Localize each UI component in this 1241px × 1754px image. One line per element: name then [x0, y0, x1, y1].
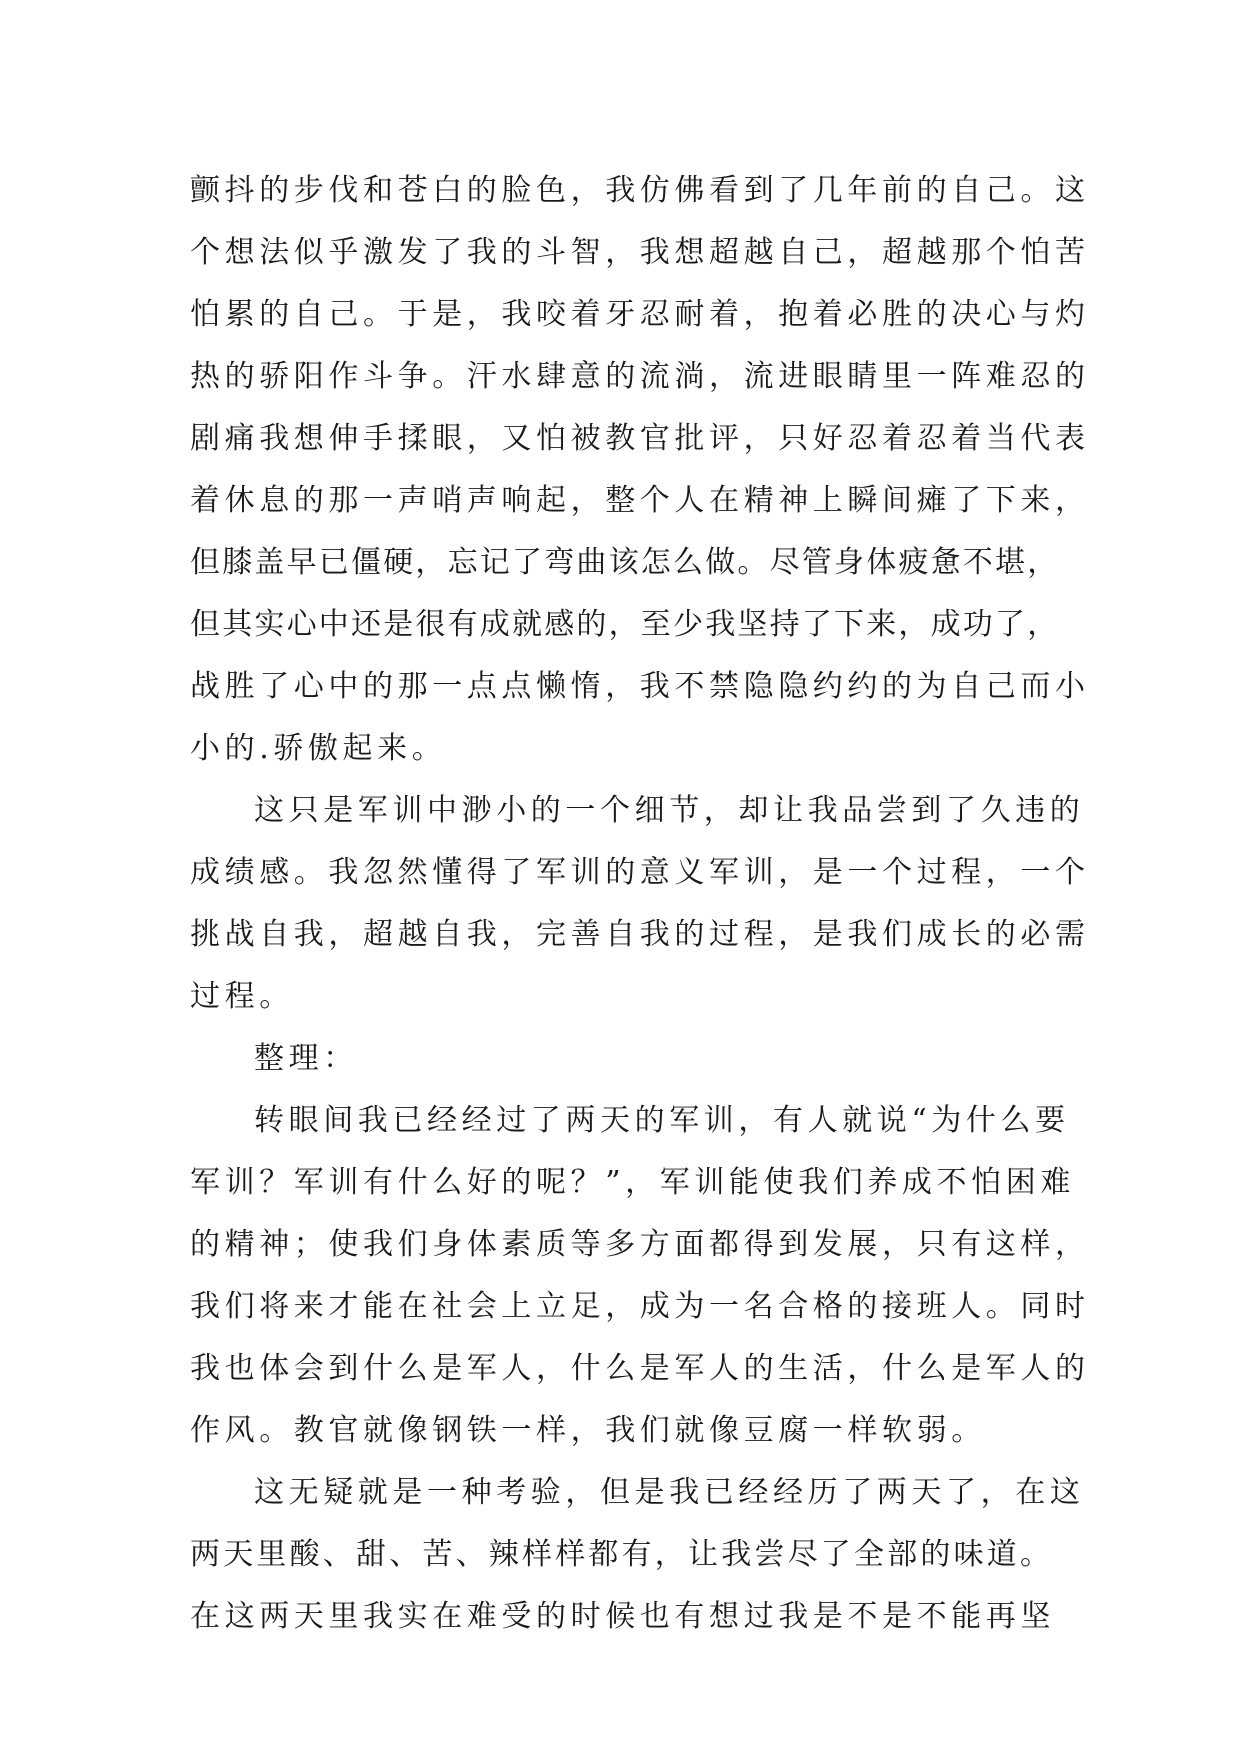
text-line: 着休息的那一声哨声响起，整个人在精神上瞬间瘫了下来， — [190, 483, 1090, 518]
text-line: 成绩感。我忽然懂得了军训的意义军训，是一个过程，一个 — [190, 855, 1090, 890]
text-line: 但其实心中还是很有成就感的，至少我坚持了下来，成功了， — [190, 607, 1060, 642]
text-line: 军训？军训有什么好的呢？”，军训能使我们养成不怕困难 — [190, 1165, 1075, 1200]
text-line: 挑战自我，超越自我，完善自我的过程，是我们成长的必需 — [190, 917, 1090, 952]
text-line: 的精神；使我们身体素质等多方面都得到发展，只有这样， — [190, 1227, 1090, 1262]
text-line: 过程。 — [190, 979, 294, 1014]
paragraph-start-line: 转眼间我已经经过了两天的军训，有人就说“为什么要 — [254, 1103, 1070, 1138]
text-line: 小的.骄傲起来。 — [190, 731, 447, 766]
text-line: 个想法似乎激发了我的斗智，我想超越自己，超越那个怕苦 — [190, 235, 1090, 270]
text-line: 两天里酸、甜、苦、辣样样都有，让我尝尽了全部的味道。 — [190, 1537, 1054, 1572]
text-line: 热的骄阳作斗争。汗水肆意的流淌，流进眼睛里一阵难忍的 — [190, 359, 1090, 394]
text-line: 但膝盖早已僵硬，忘记了弯曲该怎么做。尽管身体疲惫不堪， — [190, 545, 1060, 580]
paragraph-start-line: 这无疑就是一种考验，但是我已经经历了两天了，在这 — [254, 1475, 1085, 1510]
text-line: 剧痛我想伸手揉眼，又怕被教官批评，只好忍着忍着当代表 — [190, 421, 1090, 456]
text-line: 在这两天里我实在难受的时候也有想过我是不是不能再坚 — [190, 1599, 1055, 1634]
text-line: 我也体会到什么是军人，什么是军人的生活，什么是军人的 — [190, 1351, 1090, 1386]
text-line: 战胜了心中的那一点点懒惰，我不禁隐隐约约的为自己而小 — [190, 669, 1090, 704]
text-line: 我们将来才能在社会上立足，成为一名合格的接班人。同时 — [190, 1289, 1090, 1324]
paragraph-start-line: 这只是军训中渺小的一个细节，却让我品尝到了久违的 — [254, 793, 1085, 828]
document-body — [190, 160, 1090, 1648]
text-line: 作风。教官就像钢铁一样，我们就像豆腐一样软弱。 — [190, 1413, 986, 1448]
text-line: 颤抖的步伐和苍白的脸色，我仿佛看到了几年前的自己。这 — [190, 173, 1090, 208]
section-label: 整理： — [254, 1041, 358, 1076]
text-line: 怕累的自己。于是，我咬着牙忍耐着，抱着必胜的决心与灼 — [190, 297, 1090, 332]
